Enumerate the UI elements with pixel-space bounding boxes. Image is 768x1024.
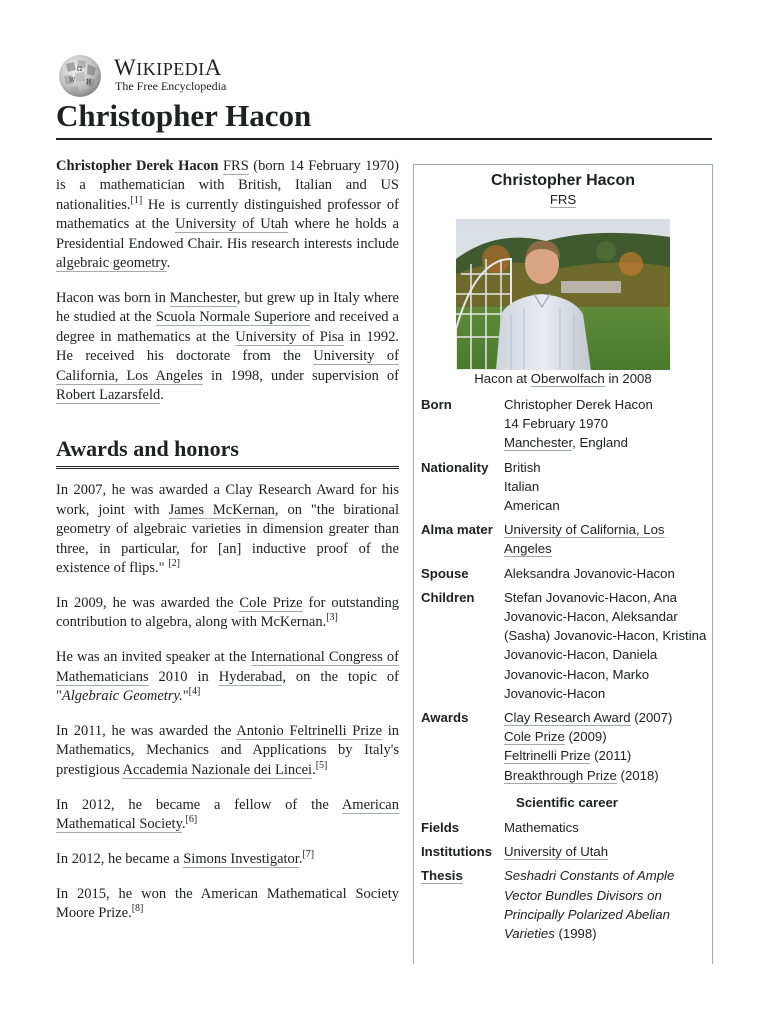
intro-paragraph <box>56 157 399 273</box>
text: In 2015, he won the American Mathematical Society Moore Prize. <box>56 885 399 922</box>
label-spouse: Spouse <box>421 565 469 581</box>
row-career-header <box>421 789 713 817</box>
institution-utah-link[interactable]: University of Utah <box>504 844 609 860</box>
infobox-name: Christopher Hacon <box>490 172 635 189</box>
value-born <box>504 394 713 457</box>
label-born: Born <box>421 397 452 412</box>
award-2015-paragraph <box>56 885 399 924</box>
row-alma-mater <box>421 519 713 562</box>
label-institutions: Institutions <box>421 844 493 860</box>
award-2009-paragraph <box>56 594 399 633</box>
infobox-postnominal <box>414 191 712 209</box>
algebraic-geometry-link[interactable]: algebraic geometry <box>56 255 167 272</box>
thesis-title: Seshadri Constants of Ample Vector Bundles Divisors on Principally Polarized Abelian Varieties <box>504 868 675 942</box>
label-awards: Awards <box>421 710 469 726</box>
text: . <box>312 761 316 778</box>
cole-prize-link[interactable]: Cole Prize <box>239 594 303 611</box>
value-alma-mater <box>504 519 713 562</box>
award-item <box>504 766 713 785</box>
photo-caption <box>414 370 712 388</box>
text: Hacon at <box>474 371 531 386</box>
breakthrough-prize-link[interactable]: Breakthrough Prize <box>504 767 617 783</box>
talk-topic: Algebraic Geometry. <box>61 688 183 705</box>
ref-8-link[interactable]: [8] <box>131 903 144 915</box>
text: In 2007, he was awarded a Clay Research Award for his work, joint with <box>56 482 399 518</box>
birth-date: 14 February 1970 <box>504 416 609 432</box>
scuola-normale-link[interactable]: Scuola Normale Superiore <box>155 309 311 326</box>
text: in 1998, under supervision of <box>202 367 399 384</box>
oberwolfach-link[interactable]: Oberwolfach <box>530 371 605 386</box>
text: Hacon was born in <box>56 289 170 306</box>
subject-name: Christopher Derek Hacon <box>56 158 219 174</box>
text: 2010 in <box>148 668 219 685</box>
text: In 2009, he was awarded the <box>56 594 240 611</box>
text: In 2012, he became a fellow of the <box>56 796 342 813</box>
row-born <box>421 394 713 457</box>
row-fields <box>421 817 713 841</box>
text: , on "the birational geometry of algebraic varieties in dimension greater than three, in particular, for [an] inductive proof of the existence of flips." <box>56 501 400 576</box>
text: . <box>181 816 186 833</box>
award-item <box>504 727 713 746</box>
nationality-item: British <box>504 459 541 475</box>
section-heading-awards: Awards and honors <box>56 435 399 469</box>
ref-4-link[interactable]: [4] <box>188 686 201 698</box>
james-mckernan-link[interactable]: James McKernan <box>168 501 275 518</box>
value-spouse: Aleksandra Jovanovic-Hacon <box>504 565 675 581</box>
text: . <box>160 386 164 403</box>
cole-prize-award-link[interactable]: Cole Prize <box>504 729 565 745</box>
label-nationality: Nationality <box>421 459 489 475</box>
university-of-utah-link[interactable]: University of Utah <box>175 216 289 233</box>
frs-link[interactable]: FRS <box>222 158 249 174</box>
value-nationality <box>504 457 713 520</box>
birth-place <box>504 433 713 452</box>
ref-5-link[interactable]: [5] <box>315 759 328 771</box>
label-thesis <box>421 865 504 947</box>
infobox-frs-link[interactable]: FRS <box>549 192 577 207</box>
infobox <box>413 164 713 964</box>
text: in 2008 <box>604 371 652 386</box>
award-year: (2007) <box>630 710 673 726</box>
text: and received a degree in mathematics at the <box>56 309 399 345</box>
award-item <box>504 708 713 727</box>
text: . <box>166 255 171 272</box>
award-2012-ams-paragraph <box>56 796 399 835</box>
row-children <box>421 587 713 707</box>
ref-6-link[interactable]: [6] <box>185 814 198 826</box>
text: for outstanding contribution to algebra, along with McKernan. <box>56 594 400 631</box>
award-year: (2018) <box>616 767 659 783</box>
award-2012-simons-paragraph <box>56 850 399 869</box>
award-2011-paragraph <box>56 722 399 780</box>
text: " <box>182 688 189 705</box>
text: , but grew up in Italy where he studied at the <box>56 289 399 326</box>
svg-text:И: И <box>86 79 92 86</box>
scientific-career-header: Scientific career <box>516 794 618 810</box>
university-of-pisa-link[interactable]: University of Pisa <box>235 328 344 345</box>
icm-link[interactable]: International Congress of Mathematicians <box>56 649 399 685</box>
accademia-lincei-link[interactable]: Accademia Nazionale dei Lincei <box>122 761 313 778</box>
ref-3-link[interactable]: [3] <box>326 612 338 624</box>
label-alma-mater: Alma mater <box>421 522 493 538</box>
feltrinelli-prize-link[interactable]: Antonio Feltrinelli Prize <box>236 722 383 739</box>
award-2007-paragraph <box>56 481 399 578</box>
ref-7-link[interactable]: [7] <box>302 849 315 861</box>
manchester-link[interactable]: Manchester <box>169 289 237 306</box>
award-item <box>504 746 713 765</box>
page-title: Christopher Hacon <box>56 96 712 140</box>
value-awards <box>504 707 713 789</box>
wikipedia-tagline: The Free Encyclopedia <box>115 79 227 93</box>
wordmark-initial: W <box>114 55 137 80</box>
ref-1-link[interactable]: [1] <box>130 194 143 206</box>
row-thesis <box>421 865 713 947</box>
value-children: Stefan Jovanovic-Hacon, Ana Jovanovic-Hacon, Aleksandar (Sasha) Jovanovic-Hacon, Kristina Jovanovic-Hacon, Daniela Jovanovic-Hacon, Marko Jovanovic-Hacon <box>504 589 707 701</box>
text: He was an invited speaker at the <box>56 649 251 666</box>
text: (born 14 February 1970) is a mathematician with British, Italian and US nationalities. <box>56 158 399 213</box>
feltrinelli-prize-award-link[interactable]: Feltrinelli Prize <box>504 748 591 764</box>
wordmark-final: A <box>204 55 222 80</box>
ref-2-link[interactable]: [2] <box>168 558 180 570</box>
text: in 1992. He received his doctorate from the <box>56 328 400 365</box>
ucla-link[interactable]: University of California, Los Angeles <box>56 348 399 384</box>
birth-name: Christopher Derek Hacon <box>504 397 653 412</box>
bio-paragraph <box>56 289 399 405</box>
text: where he holds a Presidential Endowed Chair. His research interests include <box>56 216 399 252</box>
thesis-year: (1998) <box>554 926 597 942</box>
text: , on the topic of " <box>56 668 399 705</box>
award-year: (2011) <box>590 748 632 764</box>
text: , England <box>572 435 628 451</box>
icm-paragraph <box>56 648 399 706</box>
text: . <box>298 850 303 867</box>
value-fields: Mathematics <box>504 820 579 836</box>
row-institutions <box>421 841 713 865</box>
label-fields: Fields <box>421 820 460 836</box>
article-body <box>56 157 399 939</box>
site-header <box>56 54 356 98</box>
award-year: (2009) <box>564 729 607 745</box>
text: in Mathematics, Mechanics and Applications by Italy's prestigious <box>56 722 399 778</box>
hyderabad-link[interactable]: Hyderabad <box>218 668 283 685</box>
value-institutions <box>504 841 713 865</box>
infobox-table <box>421 394 713 947</box>
robert-lazarsfeld-link[interactable]: Robert Lazarsfeld <box>56 386 161 403</box>
thesis-link[interactable]: Thesis <box>421 868 463 884</box>
nationality-item: American <box>504 498 560 514</box>
wikipedia-wordmark[interactable] <box>114 56 222 81</box>
row-awards <box>421 707 713 789</box>
text: He is currently distinguished professor of mathematics at the <box>56 196 399 233</box>
simons-investigator-link[interactable]: Simons Investigator <box>183 850 299 867</box>
wordmark-middle: IKIPEDI <box>136 59 205 79</box>
birth-place-manchester-link[interactable]: Manchester <box>504 435 573 451</box>
svg-text:Ω: Ω <box>77 66 82 73</box>
alma-mater-ucla-link[interactable]: University of California, Los Angeles <box>504 522 665 557</box>
clay-research-award-link[interactable]: Clay Research Award <box>504 710 631 726</box>
label-children: Children <box>421 589 475 605</box>
value-thesis <box>504 865 713 947</box>
ams-link[interactable]: American Mathematical Society <box>56 796 399 833</box>
text: In 2011, he was awarded the <box>56 722 237 739</box>
row-spouse <box>421 563 713 587</box>
row-nationality <box>421 457 713 520</box>
portrait-photo[interactable] <box>456 219 670 370</box>
nationality-item: Italian <box>504 478 540 494</box>
svg-text:W: W <box>69 77 76 84</box>
wikipedia-globe-logo[interactable] <box>56 54 104 98</box>
text: In 2012, he became a <box>56 850 184 867</box>
